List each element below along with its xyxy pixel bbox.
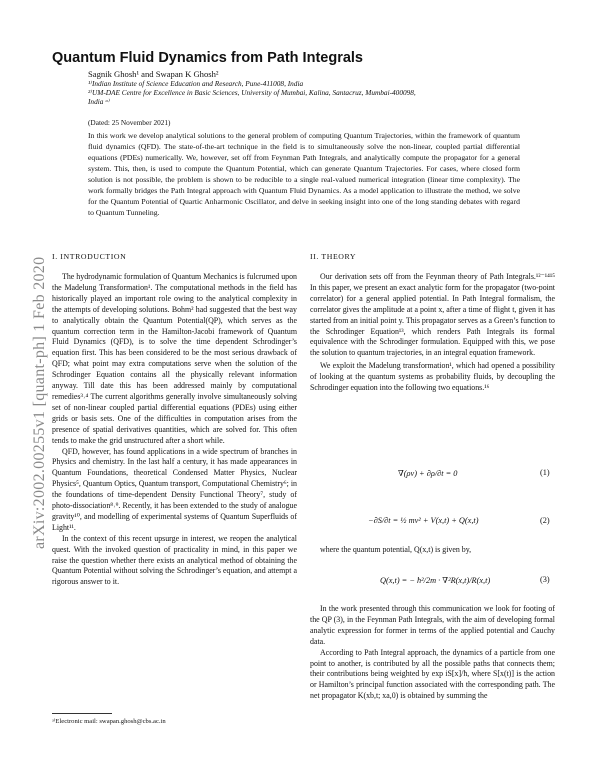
affiliation-2-country: India ᵃ⁾ bbox=[88, 97, 110, 106]
intro-paragraph-1: The hydrodynamic formulation of Quantum Mechanics is fulcrumed upon the Madelung Transformation¹. The computational methods in the field has historically played an important role owing to the analytical complexity in the attempts of developing solutions. Bohm² had suggested that the best way to analytically obtain the Quantum Potential(QP), which serves as the quantum correction term in the Hamilton-Jacobi framework of Quantum Fluid Dynamics (QFD), is to solve the time dependent Schrodinger’s equation first. This has been considered to be the most serious drawback of QFD; what point may extra computations serve when the solution of the Schrodinger Equation contains all the physically relevant information anyway. Till date this has been addressed mainly by computational remedies³˒⁴ The current algorithms generally involve simultaneously solving set of non-linear coupled partial differential equations (PDEs) using either grids or basis sets. One of the difficulties in computation arises from the presence of spatial derivatives quantities, which are solved for. This often tends to make the grid unstructured after a short while. bbox=[52, 272, 297, 445]
theory-paragraph-2: We exploit the Madelung transformation¹, which had opened a possibility of looking at the quantum systems as probability fluids, by decoupling the Schrodinger equation into the following two equations.¹⁶ bbox=[310, 361, 555, 393]
theory-paragraph-1: Our derivation sets off from the Feynman theory of Path Integrals.¹²⁻¹⁴¹⁵ In this paper, we present an exact analytic form for the propagator (two-point correlator) for a general applied potential. In Path Integral formalism, the correlator gives the amplitude at a point x, after a time of flight t, given it has started from an initial point y. This propagator serves as a Green’s function to the Schrodinger Equation¹³, which renders Path Integrals its formal equivalence with the Schrodinger formulation. Equipped with this, we pose the solution to quantum trajectories, in an integral equation framework. bbox=[310, 272, 555, 358]
abstract: In this work we develop analytical solutions to the general problem of computing Quantum Trajectories, within the framework of quantum fluid dynamics (QFD). The state-of-the-art technique in the field is to simultaneously solve the non-linear, coupled partial differential equations (PDEs) numerically. We, however, set off from Feynman Path Integrals, and analytically compute the propagator for a general system. This, then, is used to compute the Quantum Potential, which can generate Quantum Trajectories. For cases, where closed form solution is not possible, the problem is shown to be reducible to a single real-valued numerical integration (linear time complexity). The work formally bridges the Path Integral approach with Quantum Fluid Dynamics. As a model application to illustrate the method, we solve for the Quantum Potential of Quartic Anharmonic Oscillator, and delve in seeking insight into one of the long standing debates with regard to Quantum Tunneling. bbox=[88, 131, 520, 217]
intro-paragraph-2: QFD, however, has found applications in a wide spectrum of branches in Physics and chemistry. In the last half a century, it has made appearances in Quantum Foundations, theoretical Condensed Matter Physics, Nuclear Physics⁵, Quantum Optics, Quantum transport, Computational Chemistry⁶; in the foundations of time-dependent Density Functional Theory⁷, study of photo-dissociation⁸˒⁹. Recently, it has been extended to the study of analogue gravity¹⁰, and modelling of experimental systems of Quantum Superfluids of Light¹¹. bbox=[52, 446, 297, 532]
left-column bbox=[52, 272, 297, 588]
equation-2: −∂S/∂t = ½ mv² + V(x,t) + Q(x,t) bbox=[368, 516, 479, 525]
equation-2-number: (2) bbox=[540, 516, 550, 525]
intro-paragraph-3: In the context of this recent upsurge in interest, we reopen the analytical quest. With the invoked question of practicality in mind, in this paper we raise the question whether there exists an analytical method of obtaining the Quantum Potential without solving the Schrodinger’s equation, and attempt a rigorous answer to it. bbox=[52, 533, 297, 587]
theory-paragraph-4: In the work presented through this communication we look for footing of the QP (3), in the Feynman Path Integrals, with the aim of developing formal analytic expression for former in terms of the applied potential and Cauchy data. bbox=[310, 604, 555, 646]
author-list: Sagnik Ghosh¹ and Swapan K Ghosh² bbox=[88, 69, 219, 79]
paper-title: Quantum Fluid Dynamics from Path Integrals bbox=[52, 50, 363, 66]
footnote-email: ᵃ⁾Electronic mail: swapan.ghosh@cbs.ac.in bbox=[52, 718, 166, 725]
arxiv-identifier: arXiv:2002.00255v1 [quant-ph] 1 Feb 2020 bbox=[31, 256, 48, 549]
right-column-bottom bbox=[310, 604, 555, 702]
section-heading-introduction: I. INTRODUCTION bbox=[52, 252, 127, 261]
section-heading-theory: II. THEORY bbox=[310, 252, 357, 261]
equation-3: Q(x,t) = − ħ²/2m · ∇²R(x,t)/R(x,t) bbox=[380, 576, 491, 585]
equation-1-number: (1) bbox=[540, 468, 550, 477]
footnote-rule bbox=[52, 713, 112, 714]
affiliation-2: ²⁾UM-DAE Centre for Excellence in Basic Sciences, University of Mumbai, Kalina, Santacruz, Mumbai-400098, bbox=[88, 88, 416, 97]
affiliation-1: ¹⁾Indian Institute of Science Education and Research, Pune-411008, India bbox=[88, 79, 304, 88]
quantum-potential-intro: where the quantum potential, Q(x,t) is given by, bbox=[320, 545, 472, 554]
date-line: (Dated: 25 November 2021) bbox=[88, 118, 171, 127]
right-column-top bbox=[310, 272, 555, 394]
theory-paragraph-5: According to Path Integral approach, the dynamics of a particle from one point to another, is contributed by all the possible paths that connects them; their contributions being weighted by exp iS[x]/ħ, where S[x(t)] is the action or Hamilton’s principal function associated with the corresponding path. The net propagator K(xb,t; xa,0) is obtained by summing the bbox=[310, 647, 555, 701]
equation-1: ∇(ρv) + ∂ρ/∂t = 0 bbox=[398, 469, 458, 478]
equation-3-number: (3) bbox=[540, 575, 550, 584]
